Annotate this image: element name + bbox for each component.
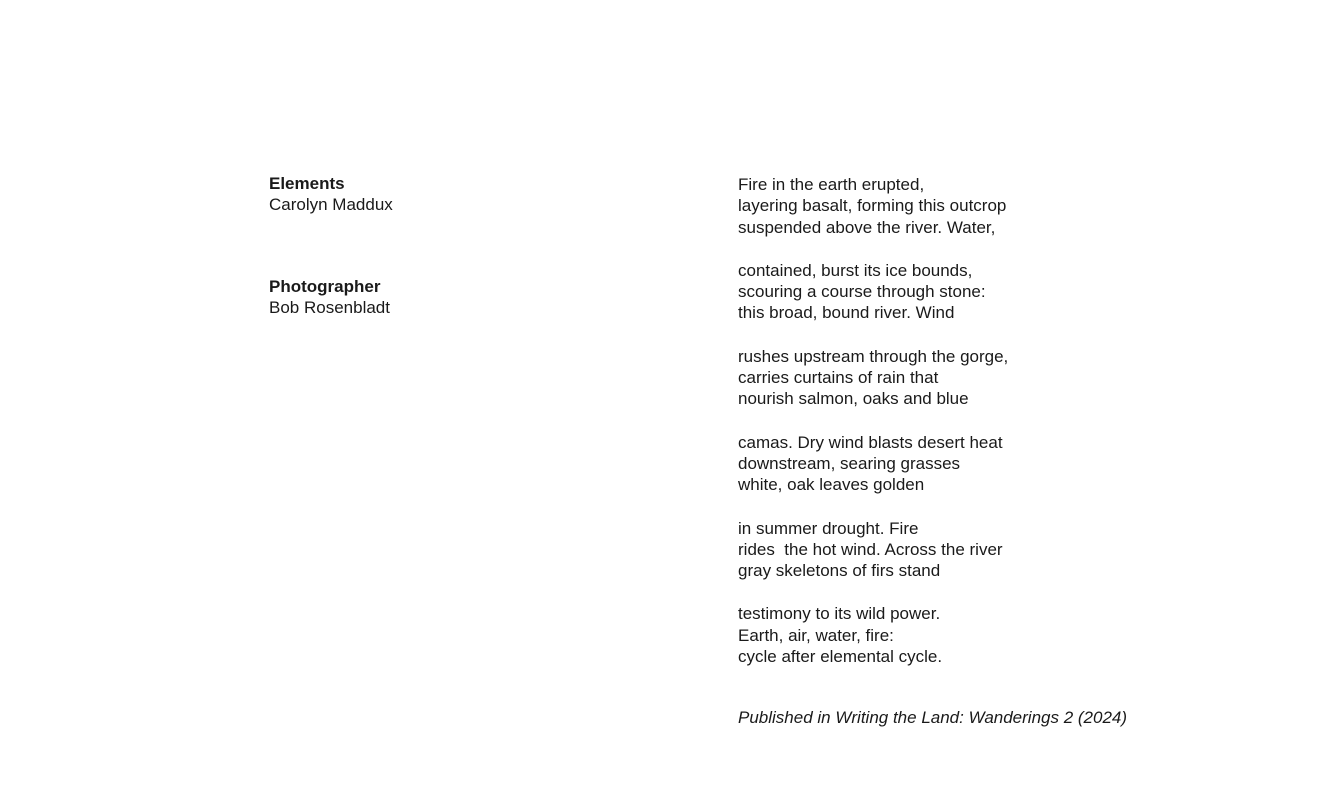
poem-line: suspended above the river. Water,	[738, 217, 996, 237]
poem-line: Earth, air, water, fire:	[738, 625, 894, 645]
poem-line: testimony to its wild power.	[738, 604, 941, 624]
title-credit	[269, 173, 569, 215]
poem-line: in summer drought. Fire	[738, 518, 919, 538]
poem-line: scouring a course through stone:	[738, 282, 986, 302]
poem-line: this broad, bound river. Wind	[738, 303, 955, 323]
poem-line: contained, burst its ice bounds,	[738, 260, 973, 280]
poem-line: rushes upstream through the gorge,	[738, 346, 1009, 366]
stanza	[738, 518, 1258, 582]
poem-line: carries curtains of rain that	[738, 368, 939, 388]
stanza	[738, 346, 1258, 410]
poem-line: nourish salmon, oaks and blue	[738, 389, 969, 409]
stanza	[738, 603, 1258, 667]
poem-line: white, oak leaves golden	[738, 475, 925, 495]
publication-note: Published in Writing the Land: Wanderings 2 (2024)	[738, 708, 1128, 727]
photographer-credit	[269, 276, 569, 318]
photographer-heading: Photographer	[269, 277, 381, 296]
stanza	[738, 174, 1258, 238]
poem-line: cycle after elemental cycle.	[738, 647, 943, 667]
poem-line: Fire in the earth erupted,	[738, 175, 925, 194]
credits-column	[269, 173, 569, 318]
stanza	[738, 260, 1258, 324]
photographer-name: Bob Rosenbladt	[269, 298, 390, 317]
poem-line: gray skeletons of firs stand	[738, 561, 941, 581]
poem-line: layering basalt, forming this outcrop	[738, 196, 1007, 216]
stanza	[738, 432, 1258, 496]
author-name: Carolyn Maddux	[269, 195, 393, 214]
poem-line: camas. Dry wind blasts desert heat	[738, 432, 1003, 452]
poem-line: rides the hot wind. Across the river	[738, 539, 1003, 559]
poem-line: downstream, searing grasses	[738, 453, 961, 473]
poem-body	[738, 174, 1258, 689]
poem-title: Elements	[269, 174, 345, 193]
